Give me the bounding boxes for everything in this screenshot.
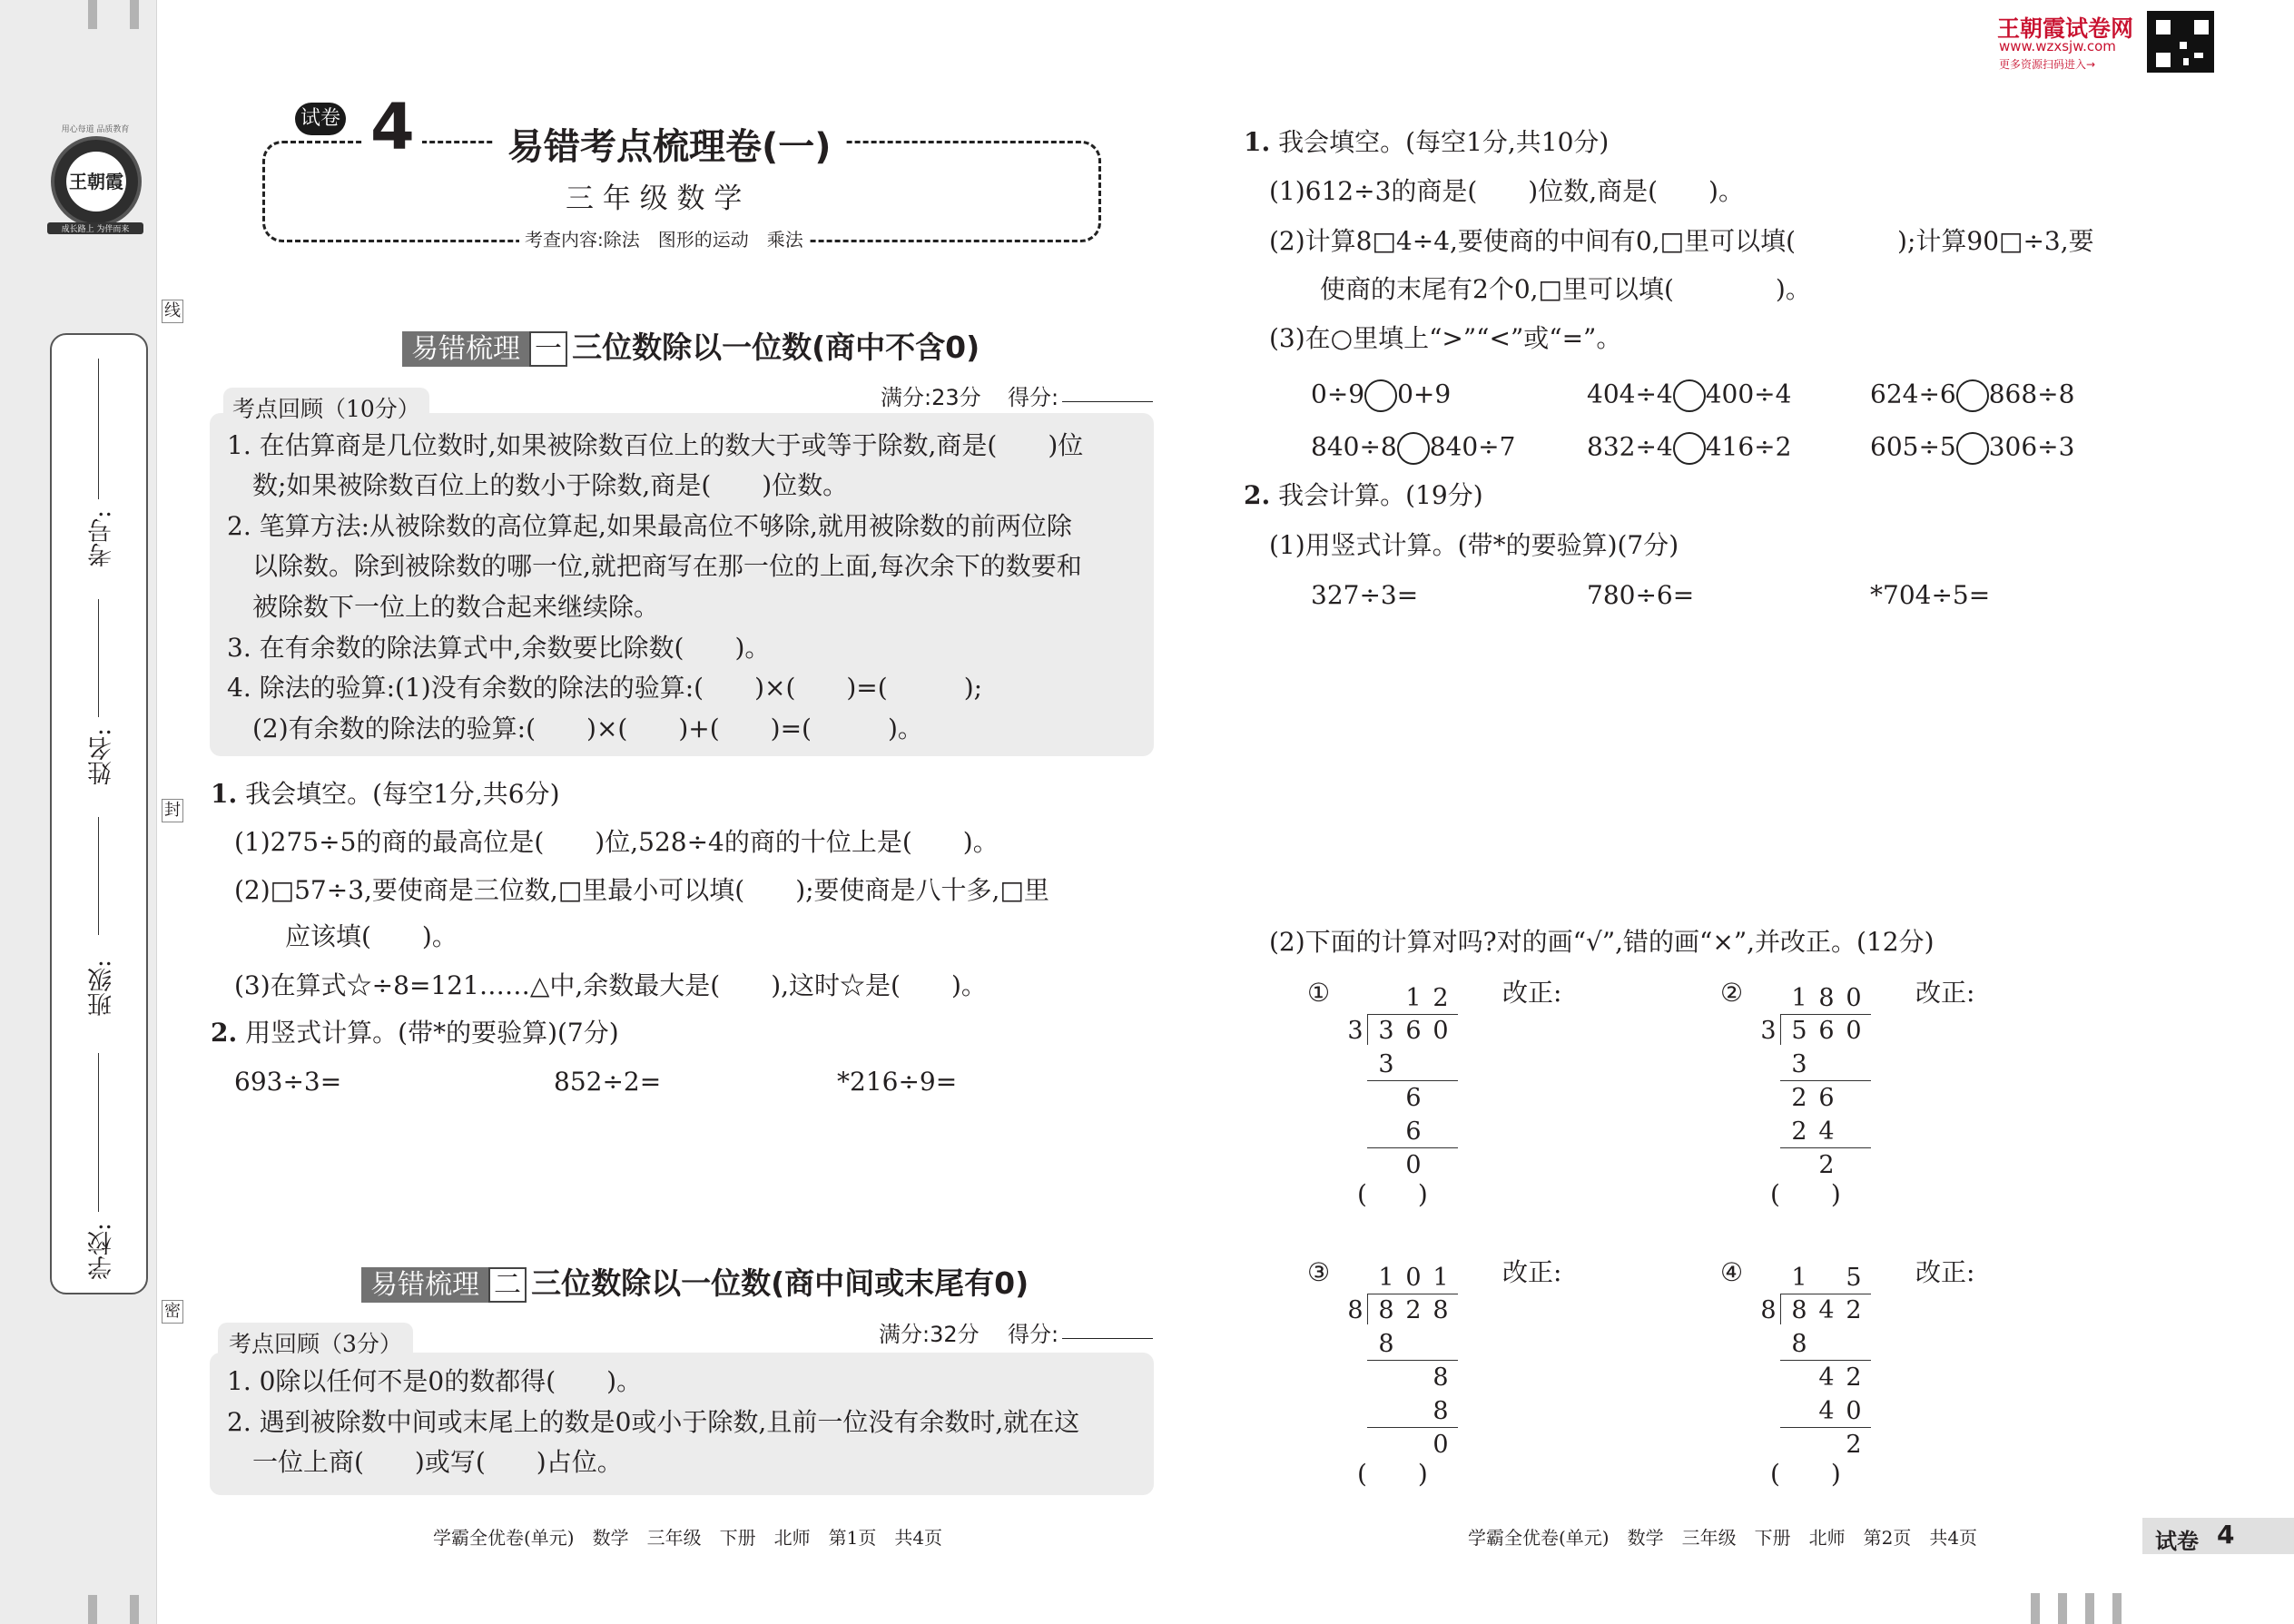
- right-question-1-number: 1.: [1244, 127, 1271, 157]
- compare-right: 0+9: [1397, 379, 1452, 409]
- compare-left: 832÷4: [1587, 431, 1673, 462]
- calc-item: 327÷3=: [1311, 580, 1419, 610]
- section2-num: 二: [488, 1267, 527, 1303]
- step-digit: 0: [1433, 1431, 1449, 1459]
- compare-circle[interactable]: [1364, 379, 1397, 412]
- compare-left: 0÷9: [1311, 379, 1365, 409]
- divisor-digit: 3: [1347, 1017, 1364, 1045]
- stub-mark: [88, 0, 97, 29]
- division-bracket-side: [1780, 1014, 1781, 1045]
- step-digit: 2: [1791, 1117, 1807, 1146]
- step-digit: 2: [1846, 1363, 1862, 1392]
- dividend-digit: 6: [1405, 1017, 1422, 1045]
- division-bracket-line: [1780, 1014, 1871, 1015]
- subtraction-line: [1367, 1147, 1458, 1148]
- problem-number: ③: [1307, 1257, 1331, 1287]
- step-digit: 2: [1791, 1084, 1807, 1112]
- page-subtitle: 三 年 级 数 学: [566, 182, 743, 215]
- compare-item: [1870, 379, 2074, 412]
- step-digit: 2: [1846, 1431, 1862, 1459]
- stub-mark: [2031, 1593, 2040, 1624]
- quotient-digit: 2: [1433, 984, 1449, 1012]
- dividend-digit: 2: [1405, 1296, 1422, 1324]
- dividend-digit: 8: [1791, 1296, 1807, 1324]
- quotient-digit: 5: [1846, 1264, 1862, 1292]
- review-line: 4. 除法的验算:(1)没有余数的除法的验算:( )×( )=( );: [227, 673, 983, 703]
- exam-content: 考查内容:除法 图形的运动 乘法: [519, 225, 809, 251]
- student-info-box: [50, 333, 148, 1294]
- review-line: 被除数下一位上的数合起来继续除。: [227, 592, 660, 622]
- subtraction-line: [1367, 1360, 1458, 1361]
- site-slogan: 更多资源扫码进入→: [1999, 58, 2096, 71]
- question-item: (1)612÷3的商是( )位数,商是( )。: [1269, 176, 1744, 206]
- compare-item: [1587, 379, 1791, 412]
- compare-left: 624÷6: [1870, 379, 1956, 409]
- review-line: 1. 0除以任何不是0的数都得( )。: [227, 1366, 643, 1396]
- dividend-digit: 4: [1818, 1296, 1835, 1324]
- section2-full-score: 满分:32分: [879, 1322, 980, 1347]
- compare-right: 306÷3: [1988, 431, 2075, 462]
- quotient-digit: 0: [1846, 984, 1862, 1012]
- stub-mark: [2085, 1593, 2094, 1624]
- division-bracket-side: [1367, 1294, 1368, 1324]
- compare-left: 840÷8: [1311, 431, 1397, 462]
- calc-item: 852÷2=: [554, 1067, 662, 1097]
- section2-heading: [361, 1260, 1029, 1303]
- divisor-digit: 3: [1760, 1017, 1777, 1045]
- fix-label: 改正:: [1502, 1257, 1562, 1287]
- problem-number: ①: [1307, 978, 1331, 1008]
- dividend-digit: 3: [1378, 1017, 1394, 1045]
- review-line: 1. 在估算商是几位数时,如果被除数百位上的数大于或等于除数,商是( )位: [227, 430, 1084, 460]
- footer-left: 学霸全优卷(单元) 数学 三年级 下册 北师 第1页 共4页: [433, 1527, 943, 1549]
- quotient-digit: 1: [1378, 1264, 1394, 1292]
- section2-get-score: 得分:: [1008, 1322, 1059, 1347]
- stub-mark: [2058, 1593, 2067, 1624]
- division-bracket-line: [1367, 1014, 1458, 1015]
- problem-number: ②: [1720, 978, 1744, 1008]
- step-digit: 3: [1378, 1050, 1394, 1078]
- step-digit: 2: [1818, 1151, 1835, 1179]
- class-label: 班级:: [88, 959, 116, 1017]
- step-digit: 0: [1405, 1151, 1422, 1179]
- division-bracket-side: [1780, 1294, 1781, 1324]
- question-item: (1)275÷5的商的最高位是( )位,528÷4的商的十位上是( )。: [234, 827, 999, 857]
- fix-label: 改正:: [1915, 1257, 1975, 1287]
- question-item: (2)□57÷3,要使商是三位数,□里最小可以填( );要使商是八十多,□里: [234, 875, 1049, 905]
- judgement-bracket[interactable]: ( ): [1357, 1459, 1428, 1489]
- step-digit: 6: [1405, 1084, 1422, 1112]
- right-question-2-text: 我会计算。(19分): [1278, 480, 1483, 510]
- stub-mark: [130, 0, 139, 29]
- school-line[interactable]: [98, 1053, 99, 1212]
- paper-badge: 试卷: [295, 103, 346, 135]
- class-line[interactable]: [98, 817, 99, 935]
- judgement-bracket[interactable]: ( ): [1357, 1179, 1428, 1209]
- question-item: 使商的末尾有2个0,□里可以填( )。: [1269, 274, 1811, 304]
- logo: [51, 136, 142, 227]
- judgement-bracket[interactable]: ( ): [1770, 1459, 1841, 1489]
- subtraction-line: [1780, 1080, 1871, 1081]
- review-line: 以除数。除到被除数的哪一位,就把商写在那一位的上面,每次余下的数要和: [227, 551, 1082, 581]
- right-question-2-heading: [1244, 480, 1483, 510]
- subtraction-line: [1367, 1080, 1458, 1081]
- section1-score-field[interactable]: [1062, 401, 1153, 402]
- subtraction-line: [1780, 1360, 1871, 1361]
- step-digit: 8: [1378, 1330, 1394, 1358]
- page-title: 易错考点梳理卷(一): [495, 118, 844, 170]
- section2-tag: 易错梳理: [361, 1267, 488, 1303]
- compare-right: 868÷8: [1988, 379, 2075, 409]
- section2-title: 三位数除以一位数(商中间或末尾有0): [531, 1265, 1029, 1301]
- name-line[interactable]: [98, 599, 99, 717]
- section1-title: 三位数除以一位数(商中不含0): [572, 330, 980, 365]
- quotient-digit: 1: [1791, 984, 1807, 1012]
- dividend-digit: 8: [1433, 1296, 1449, 1324]
- paper-number: 4: [363, 95, 422, 159]
- footer-right: 学霸全优卷(单元) 数学 三年级 下册 北师 第2页 共4页: [1468, 1527, 1978, 1549]
- compare-circle[interactable]: [1397, 432, 1430, 465]
- cut-mark-line: 线: [162, 300, 183, 323]
- compare-left: 605÷5: [1870, 431, 1956, 462]
- step-digit: 4: [1818, 1117, 1835, 1146]
- question-2-number: 2.: [211, 1018, 238, 1048]
- question-2-text: 用竖式计算。(带*的要验算)(7分): [245, 1018, 619, 1048]
- quotient-digit: 1: [1433, 1264, 1449, 1292]
- step-digit: 8: [1433, 1363, 1449, 1392]
- calc-item: *216÷9=: [837, 1067, 958, 1097]
- review-line: 2. 遇到被除数中间或末尾上的数是0或小于除数,且前一位没有余数时,就在这: [227, 1407, 1080, 1437]
- site-url: www.wzxsjw.com: [1999, 38, 2116, 54]
- quotient-digit: 0: [1405, 1264, 1422, 1292]
- review-line: (2)有余数的除法的验算:( )×( )+( )=( )。: [227, 714, 923, 743]
- compare-item: [1870, 432, 2074, 465]
- dividend-digit: 0: [1846, 1017, 1862, 1045]
- step-digit: 6: [1405, 1117, 1422, 1146]
- question-item: (1)用竖式计算。(带*的要验算)(7分): [1269, 530, 1679, 560]
- question-item: (2)下面的计算对吗?对的画“√”,错的画“×”,并改正。(12分): [1269, 927, 1935, 957]
- compare-circle[interactable]: [1673, 379, 1706, 412]
- calc-item: *704÷5=: [1870, 580, 1991, 610]
- review-line: 3. 在有余数的除法算式中,余数要比除数( )。: [227, 633, 771, 663]
- divisor-digit: 8: [1760, 1296, 1777, 1324]
- logo-top-slogan: 用心每道 品质教育: [61, 125, 130, 134]
- step-digit: 8: [1791, 1330, 1807, 1358]
- cut-mark-seal: 封: [162, 799, 183, 822]
- page-tab: [2142, 1518, 2294, 1554]
- compare-right: 400÷4: [1705, 379, 1792, 409]
- step-digit: 4: [1818, 1397, 1835, 1425]
- exam-no-label: 考号:: [88, 509, 116, 567]
- review-line: 数;如果被除数百位上的数小于除数,商是( )位数。: [227, 470, 849, 500]
- step-digit: 8: [1433, 1397, 1449, 1425]
- right-question-1-heading: [1244, 127, 1610, 157]
- divisor-digit: 8: [1347, 1296, 1364, 1324]
- site-name: 王朝霞试卷网: [1997, 15, 2134, 42]
- name-label: 姓名:: [88, 727, 116, 785]
- section2-score-field[interactable]: [1062, 1338, 1153, 1339]
- question-item: (3)在算式☆÷8=121……△中,余数最大是( ),这时☆是( )。: [234, 970, 987, 1000]
- section1-num: 一: [529, 331, 567, 367]
- page-tab-number: 4: [2217, 1520, 2235, 1550]
- right-question-2-number: 2.: [1244, 480, 1271, 510]
- compare-right: 416÷2: [1705, 431, 1792, 462]
- quotient-digit: 1: [1791, 1264, 1807, 1292]
- section1-review-title: 考点回顾（10分）: [223, 388, 429, 428]
- stub-mark: [130, 1595, 139, 1624]
- division-bracket-side: [1367, 1014, 1368, 1045]
- subtraction-line: [1780, 1147, 1871, 1148]
- compare-circle[interactable]: [1673, 432, 1706, 465]
- section1-heading: [402, 324, 980, 367]
- fix-label: 改正:: [1915, 978, 1975, 1008]
- right-question-1-text: 我会填空。(每空1分,共10分): [1278, 127, 1610, 157]
- compare-item: [1587, 432, 1791, 465]
- section2-review-title: 考点回顾（3分）: [218, 1323, 413, 1363]
- subtraction-line: [1780, 1427, 1871, 1428]
- logo-text: 王朝霞: [69, 171, 123, 192]
- school-label: 学校:: [88, 1222, 116, 1280]
- section1-tag: 易错梳理: [402, 331, 529, 367]
- subtraction-line: [1367, 1427, 1458, 1428]
- problem-number: ④: [1720, 1257, 1744, 1287]
- cut-mark-secret: 密: [162, 1300, 183, 1324]
- page-tab-label: 试卷: [2155, 1529, 2199, 1554]
- calc-item: 693÷3=: [234, 1067, 342, 1097]
- dividend-digit: 0: [1433, 1017, 1449, 1045]
- compare-circle[interactable]: [1956, 432, 1989, 465]
- question-item: (2)计算8□4÷4,要使商的中间有0,□里可以填( );计算90□÷3,要: [1269, 226, 2094, 256]
- logo-slogan: 成长路上 为伴而来: [47, 222, 143, 234]
- section1-full-score: 满分:23分: [881, 385, 981, 410]
- compare-item: [1311, 379, 1451, 412]
- review-line: 一位上商( )或写( )占位。: [227, 1447, 623, 1477]
- question-1-text: 我会填空。(每空1分,共6分): [245, 779, 560, 809]
- dividend-digit: 6: [1818, 1017, 1835, 1045]
- question-item: (3)在○里填上“>”“<”或“=”。: [1269, 323, 1622, 353]
- stub-mark: [88, 1595, 97, 1624]
- question-item: 应该填( )。: [234, 921, 458, 951]
- qr-code-icon[interactable]: [2147, 11, 2214, 73]
- section1-review-panel: [210, 413, 1154, 756]
- review-line: 2. 笔算方法:从被除数的高位算起,如果最高位不够除,就用被除数的前两位除: [227, 511, 1072, 541]
- quotient-digit: 1: [1405, 984, 1422, 1012]
- dividend-digit: 8: [1378, 1296, 1394, 1324]
- fix-label: 改正:: [1502, 978, 1562, 1008]
- compare-item: [1311, 432, 1515, 465]
- question-1-heading: [211, 779, 560, 809]
- question-1-number: 1.: [211, 779, 238, 809]
- quotient-digit: 8: [1818, 984, 1835, 1012]
- section1-get-score: 得分:: [1008, 385, 1059, 410]
- judgement-bracket[interactable]: ( ): [1770, 1179, 1841, 1209]
- exam-no-line[interactable]: [98, 359, 99, 499]
- step-digit: 6: [1818, 1084, 1835, 1112]
- dividend-digit: 5: [1791, 1017, 1807, 1045]
- question-2-heading: [211, 1020, 619, 1046]
- compare-right: 840÷7: [1429, 431, 1516, 462]
- stub-mark: [2112, 1593, 2122, 1624]
- step-digit: 4: [1818, 1363, 1835, 1392]
- compare-left: 404÷4: [1587, 379, 1673, 409]
- compare-circle[interactable]: [1956, 379, 1989, 412]
- calc-item: 780÷6=: [1587, 580, 1695, 610]
- step-digit: 0: [1846, 1397, 1862, 1425]
- step-digit: 3: [1791, 1050, 1807, 1078]
- dividend-digit: 2: [1846, 1296, 1862, 1324]
